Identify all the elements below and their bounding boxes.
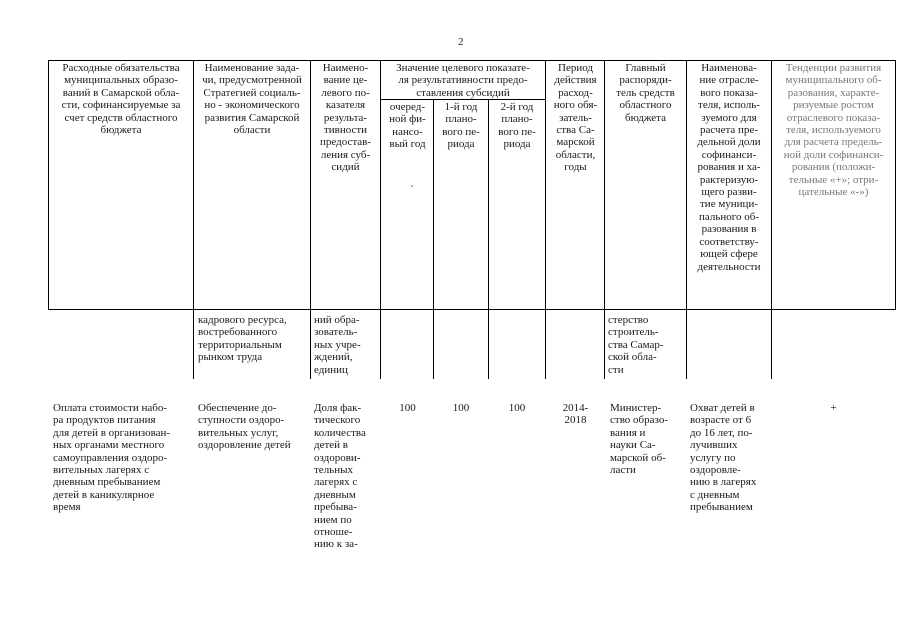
page-number: 2 [458,36,464,48]
table-left-border [48,60,49,310]
row-value-next-year: 100 [399,402,416,414]
header-bottom-border [48,309,896,310]
row-expense-obligation: Оплата стоимости набо- ра продуктов питания для детей в организован- ных органами местного самоуправления оздоро- вительных лагерях с дневным пребыванием детей в каникулярное время [53,402,171,514]
row-indicator: Доля фак- тического количества детей в оздорови- тельных лагерях с дневным пребыва- нием по отноше- нию к за- [314,402,366,551]
header-indicator-name: Наимено- вание це- левого по- казателя результа- тивности предостав- ления суб- сидий [319,62,372,174]
header-task-name: Наименование зада- чи, предусмотренной Стратегией социаль- но - экономического развития Самарской области [202,62,302,137]
header-chief-administrator: Главный распоряди- тель средств областного бюджета [616,62,675,124]
row-chief-administrator: Министер- ство образо- вания и науки Са- марской об- ласти [610,402,668,477]
header-sector-indicator: Наименова- ние отрасле- вого показа- теля, исполь- зуемого для расчета пре- дельной доли софинанси- рования и ха- рактеризую- щего разви- тие муници- пального об- разования в соответству- ющей сфере деятельности [697,62,761,273]
header-development-trends: Тенденции развития муниципального об- разования, характе- ризуемые ростом отраслевого показа- теля, используемого для расчета предель- ной доли софинанси- рования (положи- тельные «+»; отри- цательные «-») [783,62,884,199]
table-top-border [48,60,896,61]
column-divider-5 [545,60,546,379]
column-divider-7 [686,60,687,379]
column-divider-8 [771,60,772,379]
header-planning-year-2: 2-й год плано- вого пе- риода [498,101,536,151]
column-divider-4b [488,99,489,379]
column-divider-6 [604,60,605,379]
continuation-indicator-text: ний обра- зователь- ных учре- ждений, единиц [314,314,361,376]
continuation-task-text: кадрового ресурса, востребованного территориальным рынком труда [198,314,287,364]
scan-speck [411,185,413,187]
header-indicator-value-group: Значение целевого показате- ля результативности предо- ставления субсидий [396,62,530,99]
column-divider-2 [310,60,311,379]
row-sector-indicator: Охват детей в возрасте от 6 до 16 лет, по- лучивших услугу по оздоровле- нию в лагерях с дневным пребыванием [690,402,757,514]
header-validity-period: Период действия расход- ного обя- затель- ства Са- марской области, годы [553,62,598,174]
row-period: 2014- 2018 [562,402,589,427]
header-next-financial-year: очеред- ной фи- нансо- вый год [389,101,426,151]
row-value-planning-year-1: 100 [452,402,470,414]
column-divider-3 [380,60,381,379]
row-value-planning-year-2: 100 [508,402,526,414]
row-task: Обеспечение до- ступности оздоро- вительных услуг, оздоровление детей [198,402,291,452]
row-trend: + [830,402,837,414]
header-expense-obligations: Расходные обязательства муниципальных образо- ваний в Самарской обла- сти, софинансируемые за счет средств областного бюджета [61,62,181,137]
continuation-administrator-text: стерство строитель- ства Самар- ской обла- сти [608,314,664,376]
table-right-border [895,60,896,310]
column-divider-4a [433,99,434,379]
header-planning-year-1: 1-й год плано- вого пе- риода [442,101,480,151]
column-divider-1 [193,60,194,379]
